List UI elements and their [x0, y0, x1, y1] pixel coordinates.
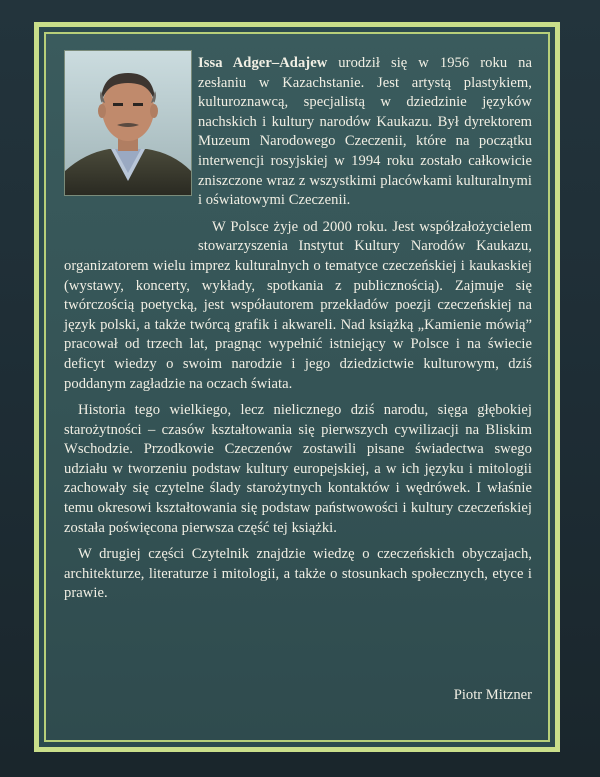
bio-paragraph-3: Historia tego wielkiego, lecz nielicznego dziś narodu, sięga głębokiej starożytności – czasów kształtowania się pierwszych cywilizacji na Bliskim Wschodzie. Przodkowie Czeczenów zostawili pisane świadectwa swego udziału w tworzeniu podstaw kultury europejskiej, a w ich języku i mitologii zachowały się czytelne ślady starożytnych kontaktów i wędrówek. I właśnie temu okresowi kształtowania się podstaw państwowości i kultury czeczeńskiej została poświęcona pierwsza część tej książki. [64, 402, 532, 536]
inner-frame [44, 32, 550, 742]
bio-paragraph-4: W drugiej części Czytelnik znajdzie wiedzę o czeczeńskich obyczajach, architekturze, literaturze i mitologii, a także o stosunkach społecznych, etyce i prawie. [64, 546, 532, 602]
bio-paragraph-2: W Polsce żyje od 2000 roku. Jest współzałożycielem stowarzyszenia Instytut Kultury Narodów Kaukazu, organizatorem wielu imprez kulturalnych o tematyce czeczeńskiej i kaukaskiej (wystawy, koncerty, wykłady, spotkania z publicznością). Zajmuje się twórczością poetycką, jest współautorem przekładów poezji czeczeńskiej na język polski, a także twórcą grafik i akwareli. Nad książką „Kamienie mówią” pracował od trzech lat, pragnąc wypełnić istniejący w Polsce i na świecie deficyt wiedzy o swoim narodzie i jego dziedzictwie kulturowym, dziś poddanym zagładzie na oczach świata. [64, 218, 532, 392]
signature: Piotr Mitzner [453, 687, 532, 703]
outer-frame [34, 22, 560, 752]
author-name: Issa Adger–Adajew [198, 55, 328, 71]
bio-paragraph-1-text: urodził się w 1956 roku na zesłaniu w Kazachstanie. Jest artystą plastykiem, kulturoznawcą, specjalistą w dziedzinie języków nachskich i kultury narodów Kaukazu. Był dyrektorem Muzeum Narodowego Czeczenii, które na początku interwencji rosyjskiej w 1994 roku zostało całkowicie zniszczone wraz z wszystkimi placówkami kulturalnymi i oświatowymi Czeczenii. [198, 55, 533, 209]
bio-text-block [64, 54, 532, 611]
